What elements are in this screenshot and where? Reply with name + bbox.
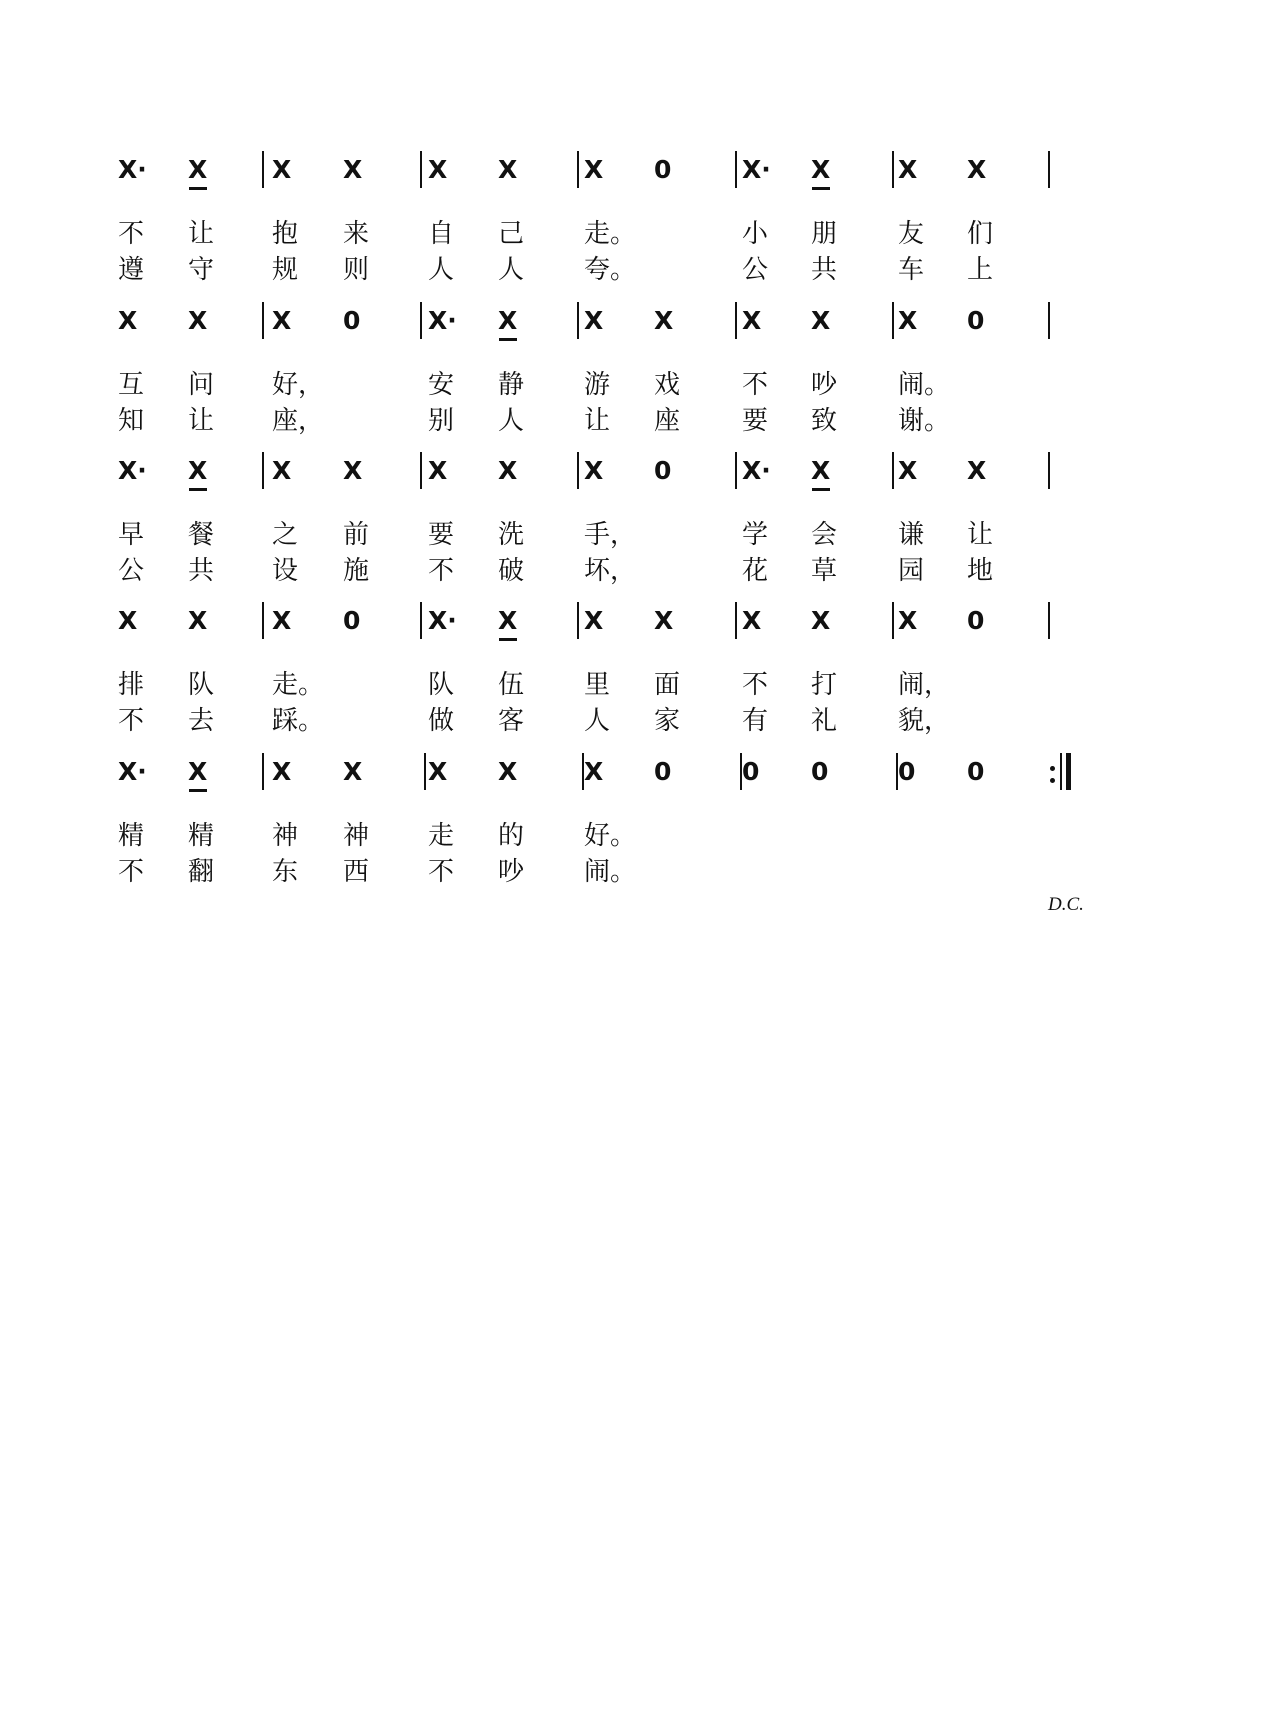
lyric-syllable: 互: [118, 370, 145, 400]
lyric-syllable: 游: [584, 370, 611, 400]
lyric-syllable: 草: [811, 556, 838, 586]
rhythm-note: X·: [118, 757, 147, 786]
lyric-syllable: 人: [584, 706, 611, 736]
rhythm-note: X: [742, 306, 762, 335]
lyric-syllable: 客: [498, 706, 525, 736]
lyric-syllable: 家: [654, 706, 681, 736]
bar-line: [735, 452, 737, 489]
eighth-underline: [499, 638, 517, 641]
lyric-syllable: 神: [343, 821, 370, 851]
lyric-syllable: 走。: [272, 670, 325, 700]
bar-line: [577, 452, 579, 489]
lyric-syllable: 园: [898, 556, 925, 586]
lyric-syllable: 公: [742, 255, 769, 285]
lyric-syllable: 不: [118, 219, 145, 249]
rhythm-note: 0: [654, 155, 672, 184]
lyric-syllable: 队: [428, 670, 455, 700]
lyric-syllable: 洗: [498, 520, 525, 550]
lyric-syllable: 上: [967, 255, 994, 285]
lyric-syllable: 好，: [272, 370, 325, 400]
lyric-syllable: 让: [967, 520, 994, 550]
lyric-syllable: 抱: [272, 219, 299, 249]
lyric-syllable: 里: [584, 670, 611, 700]
rhythm-note: 0: [343, 306, 361, 335]
lyric-syllable: 人: [428, 255, 455, 285]
rhythm-note: X: [811, 306, 831, 335]
rhythm-note: 0: [898, 757, 916, 786]
lyric-syllable: 有: [742, 706, 769, 736]
bar-line: [1048, 302, 1050, 339]
rhythm-note: 0: [654, 456, 672, 485]
bar-line: [892, 602, 894, 639]
lyric-syllable: 西: [343, 857, 370, 887]
lyric-syllable: 公: [118, 556, 145, 586]
rhythm-note: X·: [742, 155, 771, 184]
lyric-syllable: 人: [498, 255, 525, 285]
lyric-syllable: 吵: [811, 370, 838, 400]
lyric-syllable: 设: [272, 556, 299, 586]
eighth-underline: [189, 488, 207, 491]
lyric-syllable: 貌，: [898, 706, 951, 736]
bar-line: [892, 452, 894, 489]
rhythm-note: X: [428, 757, 448, 786]
lyric-syllable: 闹。: [584, 857, 637, 887]
rhythm-note: X: [898, 456, 918, 485]
rhythm-note: X·: [428, 306, 457, 335]
lyric-syllable: 知: [118, 406, 145, 436]
rhythm-note: X: [343, 757, 363, 786]
lyric-syllable: 精: [118, 821, 145, 851]
lyric-syllable: 谦: [898, 520, 925, 550]
lyric-syllable: 会: [811, 520, 838, 550]
lyric-syllable: 来: [343, 219, 370, 249]
eighth-underline: [812, 187, 830, 190]
rhythm-note: X: [498, 456, 518, 485]
rhythm-note: X: [272, 306, 292, 335]
lyric-syllable: 坏，: [584, 556, 637, 586]
rhythm-note: X: [343, 155, 363, 184]
bar-line: [582, 753, 584, 790]
lyric-syllable: 吵: [498, 857, 525, 887]
lyric-syllable: 座，: [272, 406, 325, 436]
rhythm-note: X: [188, 156, 268, 184]
rhythm-note: X: [654, 606, 674, 635]
lyric-syllable: 致: [811, 406, 838, 436]
lyric-syllable: 谢。: [898, 406, 951, 436]
rhythm-note: X: [584, 606, 604, 635]
lyric-syllable: 闹。: [898, 370, 951, 400]
rhythm-note: X: [428, 456, 448, 485]
lyric-syllable: 要: [742, 406, 769, 436]
rhythm-note: X: [188, 457, 268, 485]
rhythm-note: 0: [967, 306, 985, 335]
rhythm-note: X: [498, 757, 518, 786]
lyric-syllable: 之: [272, 520, 299, 550]
bar-line: [892, 151, 894, 188]
lyric-syllable: 问: [188, 370, 215, 400]
rhythm-note: X: [742, 606, 762, 635]
lyric-syllable: 不: [428, 556, 455, 586]
rhythm-note: X: [118, 606, 138, 635]
rhythm-note: 0: [742, 757, 760, 786]
lyric-syllable: 静: [498, 370, 525, 400]
lyric-syllable: 自: [428, 219, 455, 249]
lyric-syllable: 餐: [188, 520, 215, 550]
bar-line: [896, 753, 898, 790]
lyric-syllable: 共: [188, 556, 215, 586]
bar-line: [577, 302, 579, 339]
bar-line: [577, 151, 579, 188]
bar-line: [420, 452, 422, 489]
lyric-syllable: 们: [967, 219, 994, 249]
lyric-syllable: 让: [584, 406, 611, 436]
bar-line: [420, 302, 422, 339]
bar-line: [735, 151, 737, 188]
rhythm-note: X: [654, 306, 674, 335]
rhythm-note: X·: [742, 456, 771, 485]
rhythm-note: X: [584, 757, 604, 786]
rhythm-note: 0: [967, 757, 985, 786]
dc-marking: D.C.: [1048, 894, 1084, 915]
rhythm-note: 0: [654, 757, 672, 786]
bar-line: [262, 151, 264, 188]
eighth-underline: [499, 338, 517, 341]
rhythm-note: X: [272, 155, 292, 184]
lyric-syllable: 队: [188, 670, 215, 700]
lyric-syllable: 施: [343, 556, 370, 586]
lyric-syllable: 让: [188, 219, 215, 249]
rhythm-note: X: [188, 606, 208, 635]
bar-line: [424, 753, 426, 790]
lyric-syllable: 安: [428, 370, 455, 400]
lyric-syllable: 不: [742, 370, 769, 400]
bar-line: [420, 151, 422, 188]
lyric-syllable: 走: [428, 821, 455, 851]
rhythm-note: X·: [118, 155, 147, 184]
eighth-underline: [189, 789, 207, 792]
repeat-dot: [1050, 766, 1055, 771]
rhythm-note: X: [272, 456, 292, 485]
rhythm-note: X·: [118, 456, 147, 485]
rhythm-note: X: [898, 155, 918, 184]
rhythm-note: X: [498, 607, 578, 635]
lyric-syllable: 的: [498, 821, 525, 851]
lyric-syllable: 走。: [584, 219, 637, 249]
lyric-syllable: 花: [742, 556, 769, 586]
rhythm-note: X: [498, 307, 578, 335]
lyric-syllable: 小: [742, 219, 769, 249]
lyric-syllable: 人: [498, 406, 525, 436]
rhythm-note: X: [272, 606, 292, 635]
rhythm-note: X: [188, 758, 268, 786]
rhythm-note: X: [811, 457, 891, 485]
lyric-syllable: 踩。: [272, 706, 325, 736]
bar-line: [420, 602, 422, 639]
lyric-syllable: 则: [343, 255, 370, 285]
lyric-syllable: 翻: [188, 857, 215, 887]
lyric-syllable: 早: [118, 520, 145, 550]
lyric-syllable: 去: [188, 706, 215, 736]
bar-line: [577, 602, 579, 639]
rhythm-note: 0: [967, 606, 985, 635]
rhythm-note: X: [967, 456, 987, 485]
bar-line: [735, 602, 737, 639]
rhythm-note: X: [498, 155, 518, 184]
rhythm-note: X: [584, 306, 604, 335]
lyric-syllable: 夸。: [584, 255, 637, 285]
bar-line: [262, 753, 264, 790]
lyric-syllable: 规: [272, 255, 299, 285]
bar-line: [892, 302, 894, 339]
lyric-syllable: 让: [188, 406, 215, 436]
lyric-syllable: 车: [898, 255, 925, 285]
lyric-syllable: 地: [967, 556, 994, 586]
rhythm-note: 0: [343, 606, 361, 635]
eighth-underline: [189, 187, 207, 190]
final-bar-thick: [1066, 753, 1071, 790]
eighth-underline: [812, 488, 830, 491]
bar-line: [262, 302, 264, 339]
lyric-syllable: 破: [498, 556, 525, 586]
bar-line: [262, 452, 264, 489]
lyric-syllable: 闹，: [898, 670, 951, 700]
lyric-syllable: 神: [272, 821, 299, 851]
rhythm-note: 0: [811, 757, 829, 786]
lyric-syllable: 戏: [654, 370, 681, 400]
bar-line: [262, 602, 264, 639]
lyric-syllable: 别: [428, 406, 455, 436]
lyric-syllable: 精: [188, 821, 215, 851]
bar-line: [740, 753, 742, 790]
rhythm-note: X: [898, 606, 918, 635]
lyric-syllable: 前: [343, 520, 370, 550]
lyric-syllable: 不: [118, 857, 145, 887]
rhythm-note: X: [272, 757, 292, 786]
lyric-syllable: 排: [118, 670, 145, 700]
lyric-syllable: 手，: [584, 520, 637, 550]
rhythm-note: X: [584, 456, 604, 485]
rhythm-note: X: [343, 456, 363, 485]
bar-line: [1048, 452, 1050, 489]
rhythm-note: X: [188, 306, 208, 335]
lyric-syllable: 要: [428, 520, 455, 550]
lyric-syllable: 做: [428, 706, 455, 736]
lyric-syllable: 不: [118, 706, 145, 736]
bar-line: [735, 302, 737, 339]
lyric-syllable: 好。: [584, 821, 637, 851]
lyric-syllable: 打: [811, 670, 838, 700]
lyric-syllable: 东: [272, 857, 299, 887]
lyric-syllable: 学: [742, 520, 769, 550]
lyric-syllable: 伍: [498, 670, 525, 700]
lyric-syllable: 不: [428, 857, 455, 887]
final-bar-thin: [1060, 753, 1062, 790]
rhythm-note: X: [811, 156, 891, 184]
lyric-syllable: 遵: [118, 255, 145, 285]
rhythm-note: X: [584, 155, 604, 184]
lyric-syllable: 不: [742, 670, 769, 700]
lyric-syllable: 座: [654, 406, 681, 436]
lyric-syllable: 礼: [811, 706, 838, 736]
lyric-syllable: 朋: [811, 219, 838, 249]
repeat-dot: [1050, 778, 1055, 783]
rhythm-note: X: [967, 155, 987, 184]
rhythm-note: X·: [428, 606, 457, 635]
lyric-syllable: 共: [811, 255, 838, 285]
rhythm-note: X: [428, 155, 448, 184]
bar-line: [1048, 151, 1050, 188]
lyric-syllable: 友: [898, 219, 925, 249]
rhythm-note: X: [811, 606, 831, 635]
bar-line: [1048, 602, 1050, 639]
lyric-syllable: 守: [188, 255, 215, 285]
lyric-syllable: 己: [498, 219, 525, 249]
rhythm-note: X: [118, 306, 138, 335]
rhythm-note: X: [898, 306, 918, 335]
lyric-syllable: 面: [654, 670, 681, 700]
